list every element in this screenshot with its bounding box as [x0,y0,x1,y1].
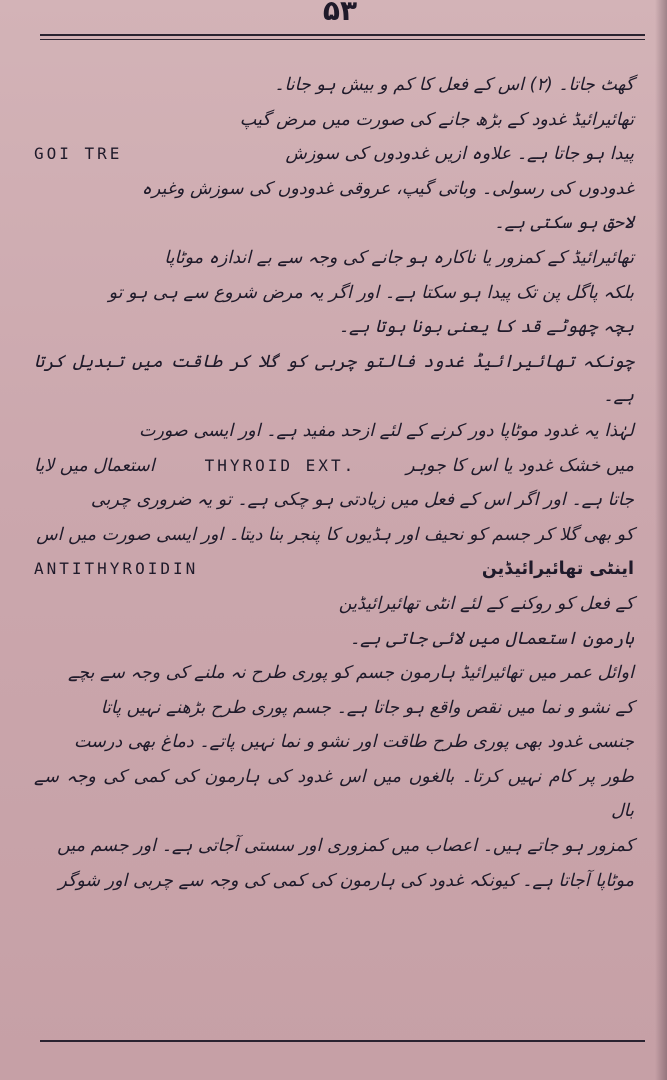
text-line: بلکہ پاگل پن تک پیدا ہو سکتا ہے۔ اور اگر یہ مرض شروع سے ہی ہو تو [108,282,634,303]
text-line: لہٰذا یہ غدود موٹاپا دور کرنے کے لئے ازحد مفید ہے۔ اور ایسی صورت [138,420,634,441]
text-line: جنسی غدود بھی پوری طرح طاقت اور نشو و نما نہیں پاتے۔ دماغ بھی درست [74,732,634,753]
text-line: کو بھی گلا کر جسم کو نحیف اور ہڈیوں کا پنجر بنا دیتا۔ اور ایسی صورت میں اس [36,524,634,545]
text-line: چونکہ تھائیرائیڈ غدود فالتو چربی کو گلا کر طاقت میں تبدیل کرتا ہے۔ [34,351,634,407]
text-line: جاتا ہے۔ اور اگر اس کے فعل میں زیادتی ہو چکی ہے۔ تو یہ ضروری چربی [90,490,634,511]
text-line [34,552,634,587]
text-line-fragment: استعمال میں لایا [34,455,155,476]
footer-rule [40,1040,645,1042]
text-line: لاحق ہو سکتی ہے۔ [494,213,634,234]
text-line: اوائل عمر میں تھائیرائیڈ ہارمون جسم کو پوری طرح نہ ملنے کی وجہ سے بچے [68,663,634,684]
page-edge-shadow [655,0,667,1080]
text-line [34,137,634,172]
text-line: کے فعل کو روکنے کے لئے انٹی تھائیرائیڈین [338,593,634,614]
page-number: ۵۳ [322,0,358,27]
text-line: موٹاپا آجاتا ہے۔ کیونکہ غدود کی ہارمون کی کمی کی وجہ سے چربی اور شوگر [58,870,634,891]
text-line [34,449,634,484]
text-line: بچہ چھوٹے قد کا یعنی بونا ہوتا ہے۔ [338,317,634,338]
text-line: غدودوں کی رسولی۔ وباتی گیپ، عروقی غدودوں کی سوزش وغیرہ [141,178,634,199]
header-rule-bottom [40,39,645,40]
antithyroidin-urdu-stamp: اینٹی تھائیرائیڈین [481,559,634,580]
text-line: کے نشو و نما میں نقص واقع ہو جاتا ہے۔ جسم پوری طرح بڑھنے نہیں پاتا [100,697,634,718]
text-line: کمزور ہو جاتے ہیں۔ اعصاب میں کمزوری اور سستی آجاتی ہے۔ اور جسم میں [57,836,634,857]
goitre-term: GOI TRE [34,144,123,164]
antithyroidin-term: ANTITHYROIDIN [34,559,199,579]
text-line: ہارمون استعمال میں لائی جاتی ہے۔ [349,628,634,649]
text-line: تھائیرائیڈ غدود کے بڑھ جانے کی صورت میں مرض گیپ [239,109,634,130]
text-line-fragment: پیدا ہو جاتا ہے۔ علاوہ ازیں غدودوں کی سوزش [285,144,634,165]
text-line: طور پر کام نہیں کرتا۔ بالغوں میں اس غدود کی ہارمون کی کمی کی وجہ سے بال [34,766,634,822]
header-rule-top [40,34,645,36]
text-line-fragment: میں خشک غدود یا اس کا جوہر [406,455,634,476]
text-line: گھٹ جاتا۔ (۲) اس کے فعل کا کم و بیش ہو جانا۔ [274,75,634,95]
thyroid-ext-term: THYROID EXT. [204,455,357,475]
text-line: تھائیرائیڈ کے کمزور یا ناکارہ ہو جانے کی وجہ سے بے اندازہ موٹاپا [164,247,634,268]
page-body [34,68,634,898]
